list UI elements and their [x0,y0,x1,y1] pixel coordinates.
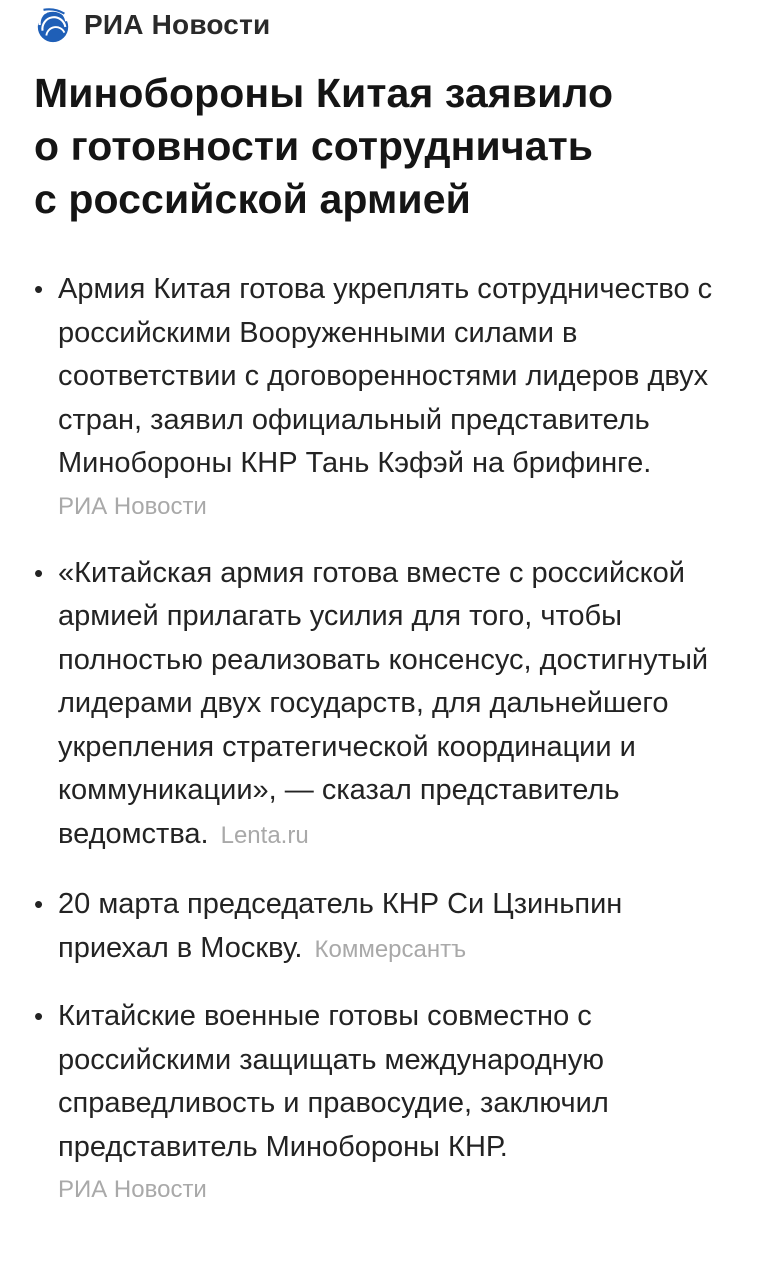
summary-list [34,268,741,1211]
article-title-line: Минобороны Китая заявило [34,70,614,116]
summary-item [34,268,741,528]
article-title [34,67,741,226]
bullet-dot-icon: • [34,1001,44,1031]
summary-text: Армия Китая готова укреплять сотрудничество с российскими Вооруженными силами в соответствии с договоренностями лидеров двух стран, заявил официальный представитель Минобороны КНР Тань Кэфэй на брифинге. [58,273,713,479]
summary-text: «Китайская армия готова вместе с российской армией прилагать усилия для того, чтобы полностью реализовать консенсус, достигнутый лидерами двух государств, для дальнейшего укрепления стратегической координации и коммуникации», — сказал представитель ведомства. [58,556,709,850]
bullet-dot-icon: • [34,557,44,588]
ria-novosti-logo-icon [34,6,72,44]
brand-name: РИА Новости [84,9,271,40]
source-link[interactable]: РИА Новости [58,492,207,520]
summary-item [34,552,741,858]
article-title-line: о готовности сотрудничать [34,123,594,169]
source-link[interactable]: РИА Новости [58,1176,207,1203]
source-link[interactable]: Коммерсантъ [314,935,467,963]
summary-item [34,883,741,971]
summary-item [34,995,741,1211]
brand-header[interactable] [34,0,741,50]
article-title-line: с российской армией [34,176,471,222]
summary-text: Китайские военные готовы совместно с российскими защищать международную справедливость и правосудие, заключил представитель Минобороны КНР. [58,1000,609,1163]
bullet-dot-icon: • [34,274,44,304]
bullet-dot-icon: • [34,889,44,919]
source-link[interactable]: Lenta.ru [220,821,309,849]
summary-text: 20 марта председатель КНР Си Цзиньпин приехал в Москву. [58,888,623,964]
